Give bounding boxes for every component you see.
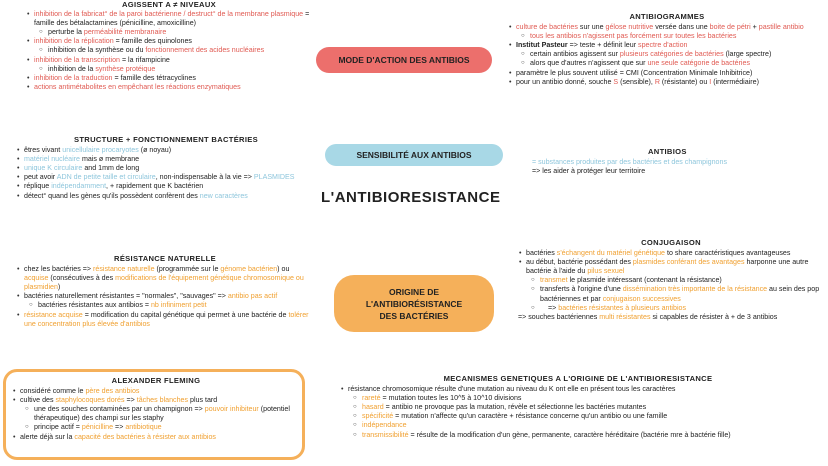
list-item: • culture de bactéries sur une gélose nutritive versée dans une boite de pétri + pastille antibio <box>516 23 826 32</box>
list-item: ○ perturbe la perméabilité membranaire <box>34 28 312 37</box>
section-conjugaison <box>518 238 824 322</box>
heading-conjugaison: CONJUGAISON <box>641 238 701 247</box>
pill-origine-line-1: ORIGINE DE <box>388 286 440 297</box>
list-item: ○ tous les antibios n'agissent pas forcément sur toutes les bactéries <box>516 32 826 41</box>
pill-sensibilite-label: SENSIBILITÉ AUX ANTIBIOS <box>356 150 472 160</box>
list-fleming <box>12 387 300 442</box>
list-item: • bactéries naturellement résistantes = "normales", "sauvages" => antibio pas actif <box>24 292 314 301</box>
list-item: ○ => bactéries résistantes à plusieurs antibios <box>526 304 824 313</box>
list-item: • pour un antibio donné, souche S (sensible), R (résistante) ou I (intermédiaire) <box>516 78 826 87</box>
list-item: • matériel nucléaire mais ø membrane <box>24 155 316 164</box>
list-item: • inhibition de la fabricat° de la paroi bactérienne / destruct° de la membrane plasmique = famille des bétalactamines (pénicilline, amoxicilline) <box>34 10 312 28</box>
list-item: ○ indépendance <box>348 421 816 430</box>
list-item: • cultive des staphylocoques dorés => tâches blanches plus tard <box>20 396 300 405</box>
list-item: ○ une des souches contaminées par un champignon => pouvoir inhibiteur (potentiel thérapeutique) des champi sur les staphy <box>20 405 300 423</box>
list-item: • inhibition de la transcription = la rifampicine <box>34 56 312 65</box>
list-item: • unique K circulaire and 1mm de long <box>24 164 316 173</box>
heading-agissent: AGISSENT A ≠ NIVEAUX <box>122 0 216 9</box>
list-item: • détect° quand les gènes qu'ils possèdent confèrent des new caractères <box>24 192 316 201</box>
list-item: • considéré comme le père des antibios <box>20 387 300 396</box>
heading-resistance: RÉSISTANCE NATURELLE <box>114 254 216 263</box>
pill-origine <box>334 275 494 332</box>
heading-antibios: ANTIBIOS <box>648 147 687 156</box>
list-item: ○ certain antibios agissent sur plusieurs catégories de bactéries (large spectre) <box>516 50 826 59</box>
list-item: ○ principe actif = pénicilline => antibiotique <box>20 423 300 432</box>
list-item: • au début, bactérie possédant des plasmides conférant des avantages harponne une autre bactérie à l'aide du pilus sexuel <box>526 258 824 276</box>
list-item: ○ transmissibilité = résulte de la modification d'un gène, permanente, caractère héréditaire (bactérie mre à bactérie fille) <box>348 431 816 440</box>
pill-mode-action <box>316 47 492 73</box>
list-item: • inhibition de la réplication = famille des quinolones <box>34 37 312 46</box>
list-agissent <box>26 10 312 92</box>
antibios-line-2: => les aider à protéger leur territoire <box>532 167 646 176</box>
heading-mecanismes: MECANISMES GENETIQUES A L'ORIGINE DE L'ANTIBIORESISTANCE <box>443 374 713 383</box>
section-structure <box>16 135 316 201</box>
main-title: L'ANTIBIORESISTANCE <box>321 189 501 206</box>
list-item: ○ bactéries résistantes aux antibios = nb infiniment petit <box>24 301 314 310</box>
list-item: • bactéries s'échangent du matériel génétique to share caractéristiques avantageuses <box>526 249 824 258</box>
list-conjugaison <box>518 249 824 313</box>
list-item: • Institut Pasteur => teste + définit leur spectre d'action <box>516 41 826 50</box>
pill-sensibilite <box>325 144 503 166</box>
list-item: ○ inhibition de la synthèse ou du fonctionnement des acides nucléaires <box>34 46 312 55</box>
antibios-line-1: = substances produites par des bactéries et des champignons <box>532 158 727 167</box>
list-structure <box>16 146 316 201</box>
list-item: ○ alors que d'autres n'agissent que sur une seule catégorie de bactéries <box>516 59 826 68</box>
list-item: • êtres vivant unicellulaire procaryotes (ø noyau) <box>24 146 316 155</box>
list-item: ○ transmet le plasmide intéressant (contenant la résistance) <box>526 276 824 285</box>
list-item: • actions antimétabolites en empêchant les réactions enzymatiques <box>34 83 312 92</box>
list-item: • paramètre le plus souvent utilisé = CMI (Concentration Minimale Inhibitrice) <box>516 69 826 78</box>
pill-origine-line-2: L'ANTIBIORÉSISTANCE <box>365 298 463 309</box>
section-agissent <box>26 0 312 92</box>
section-antibiogrammes <box>508 12 826 87</box>
list-item: ○ spécificité = mutation n'affecte qu'un caractère + résistance concerne qu'un antibio ou une famille <box>348 412 816 421</box>
list-resistance <box>16 265 314 329</box>
section-resistance-naturelle <box>16 254 314 329</box>
list-item: • chez les bactéries => résistance naturelle (programmée sur le génome bactérien) ou acquise (consécutives à des modifications de l'équipement génétique chromosomique ou plasmidien) <box>24 265 314 292</box>
section-mecanismes <box>340 374 816 440</box>
pill-mode-action-label: MODE D'ACTION DES ANTIBIOS <box>338 55 470 65</box>
list-item: • résistance acquise = modification du capital génétique qui permet à une bactérie de tolérer une concentration plus élevée d'antibios <box>24 311 314 329</box>
list-antibiogrammes <box>508 23 826 87</box>
list-item: ○ transferts à l'origine d'une dissémination très importante de la résistance au sein des pop bactériennes et par conjugaison successives <box>526 285 824 303</box>
heading-structure: STRUCTURE + FONCTIONNEMENT BACTÉRIES <box>74 135 258 144</box>
heading-fleming: ALEXANDER FLEMING <box>111 376 201 385</box>
list-item: • alerte déjà sur la capacité des bactéries à résister aux antibios <box>20 433 300 442</box>
list-item: ○ inhibition de la synthèse protéique <box>34 65 312 74</box>
list-item: ○ rareté = mutation toutes les 10^5 à 10^10 divisions <box>348 394 816 403</box>
list-item: • réplique indépendamment, + rapidement que K bactérien <box>24 182 316 191</box>
list-item: • peut avoir ADN de petite taille et circulaire, non-indispensable à la vie => PLASMIDES <box>24 173 316 182</box>
section-fleming <box>12 376 300 442</box>
section-antibios <box>526 147 826 176</box>
list-item: ○ hasard = antibio ne provoque pas la mutation, révèle et sélectionne les bactéries mutantes <box>348 403 816 412</box>
list-item: • inhibition de la traduction = famille des tétracyclines <box>34 74 312 83</box>
heading-antibiogrammes: ANTIBIOGRAMMES <box>629 12 705 21</box>
conjugaison-conclusion: => souches bactériennes multi résistantes si capables de résister à + de 3 antibios <box>518 312 778 321</box>
list-item: • résistance chromosomique résulte d'une mutation au niveau du K ont elle en présent tous les caractères <box>348 385 816 394</box>
list-mecanismes <box>340 385 816 440</box>
pill-origine-line-3: DES BACTÉRIES <box>379 310 449 321</box>
